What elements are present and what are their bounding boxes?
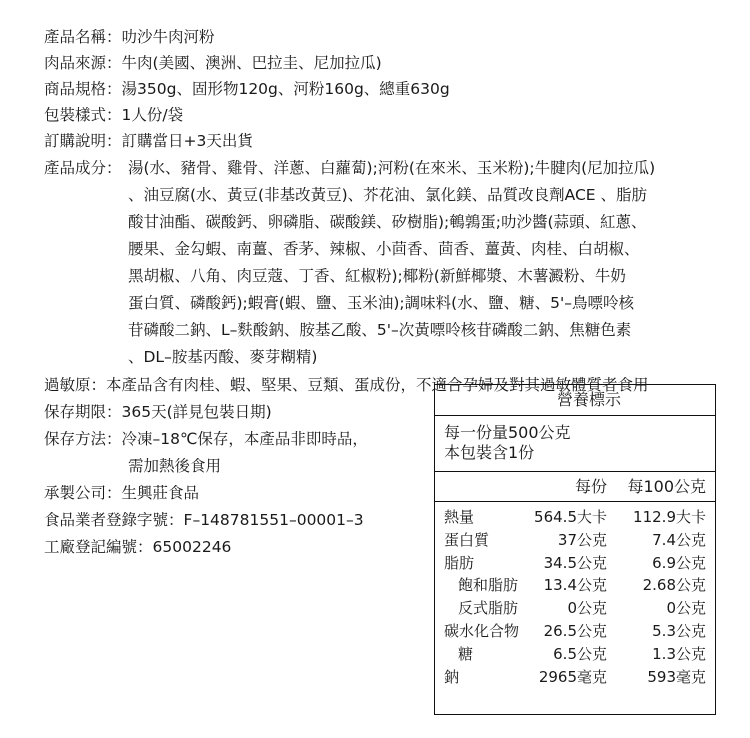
nutrient-per-100g: 2.68公克 — [642, 576, 706, 595]
nutrient-name: 糖 — [458, 644, 474, 663]
nutrient-per-100g: 7.4公克 — [652, 530, 706, 549]
info-value: 湯350g、固形物120g、河粉160g、總重630g — [121, 80, 450, 98]
nutrient-per-100g: 5.3公克 — [652, 622, 706, 640]
divider — [435, 471, 715, 472]
info-value: 65002246 — [152, 538, 232, 556]
nutrient-per-serving: 0公克 — [567, 599, 607, 618]
nutrition-row — [435, 666, 715, 688]
info-label: 包裝樣式 — [44, 106, 107, 124]
servings-per-package: 本包裝含1份 — [444, 443, 535, 462]
nutrition-row — [435, 620, 715, 642]
info-row-registration: 食品業者登錄字號：F–148781551–00001–3 — [44, 511, 364, 529]
nutrient-per-serving: 13.4公克 — [543, 576, 607, 595]
info-row-maker: 承製公司：生興莊食品 — [44, 484, 200, 502]
ingredients-line: 、DL–胺基丙酸、麥芽糊精) — [128, 348, 318, 366]
info-value: F–148781551–00001–3 — [183, 511, 364, 529]
info-value: 生興莊食品 — [121, 484, 200, 502]
nutrient-per-100g: 1.3公克 — [652, 644, 706, 663]
nutrient-per-serving: 34.5公克 — [543, 553, 607, 572]
info-label: 訂購說明 — [44, 132, 107, 150]
info-row-order-note: 訂購說明：訂購當日+3天出貨 — [44, 132, 253, 150]
nutrient-per-serving: 37公克 — [557, 530, 607, 549]
info-row-spec: 商品規格：湯350g、固形物120g、河粉160g、總重630g — [44, 80, 450, 98]
ingredients-label: 產品成分： — [44, 159, 122, 177]
info-value: 牛肉(美國、澳洲、巴拉圭、尼加拉瓜) — [121, 54, 382, 72]
nutrient-name: 反式脂肪 — [458, 599, 519, 618]
info-label: 產品名稱 — [44, 28, 107, 46]
nutrition-facts-table — [434, 384, 716, 715]
nutrition-row — [435, 597, 715, 619]
info-row-factory: 工廠登記編號：65002246 — [44, 538, 232, 556]
ingredients-line: 黑胡椒、八角、肉豆蔻、丁香、紅椒粉);椰粉(新鮮椰漿、木薯澱粉、牛奶 — [128, 267, 626, 285]
info-label: 承製公司 — [44, 484, 107, 502]
nutrient-name: 鈉 — [444, 667, 460, 686]
info-row-shelf-life: 保存期限：365天(詳見包裝日期) — [44, 403, 272, 421]
info-label: 保存方法 — [44, 430, 107, 448]
info-label: 商品規格 — [44, 80, 107, 98]
info-label: 過敏原 — [44, 376, 91, 394]
nutrient-name: 脂肪 — [444, 553, 475, 572]
info-value: 1人份/袋 — [121, 106, 184, 124]
nutrient-per-serving: 2965毫克 — [538, 667, 607, 686]
col-per-serving: 每份 — [574, 477, 607, 496]
ingredients-line: 蛋白質、磷酸鈣);蝦膏(蝦、鹽、玉米油);調味料(水、鹽、糖、5'–鳥嘌呤核 — [128, 294, 635, 312]
info-label: 肉品來源 — [44, 54, 107, 72]
info-label: 保存期限 — [44, 403, 107, 421]
info-row-package: 包裝樣式：1人份/袋 — [44, 106, 184, 124]
info-row-storage: 保存方法：冷凍–18℃保存，本產品非即時品， — [44, 430, 368, 448]
nutrient-name: 飽和脂肪 — [458, 576, 519, 595]
ingredients-line: 、油豆腐(水、黃豆(非基改黃豆)、芥花油、氯化鎂、品質改良劑ACE 、脂肪 — [128, 186, 648, 204]
nutrient-per-serving: 26.5公克 — [543, 622, 607, 640]
nutrient-per-serving: 564.5大卡 — [534, 508, 607, 526]
nutrient-per-100g: 0公克 — [666, 599, 706, 618]
nutrient-per-100g: 6.9公克 — [652, 553, 706, 572]
info-value: 叻沙牛肉河粉 — [121, 28, 215, 46]
nutrient-name: 熱量 — [444, 508, 475, 526]
nutrition-title: 營養標示 — [435, 385, 715, 416]
info-row-product-name: 產品名稱：叻沙牛肉河粉 — [44, 28, 215, 46]
info-row-allergen: 過敏原：本產品含有肉桂、蝦、堅果、豆類、蛋成份，不適合孕婦及對其過敏體質者食用 — [44, 376, 649, 394]
nutrition-row — [435, 552, 715, 574]
ingredients-line: 湯(水、豬骨、雞骨、洋蔥、白蘿蔔);河粉(在來米、玉米粉);牛腱肉(尼加拉瓜) — [128, 159, 656, 177]
ingredients-line: 腰果、金勾蝦、南薑、香茅、辣椒、小茴香、茴香、薑黃、肉桂、白胡椒、 — [128, 240, 640, 258]
nutrition-row — [435, 574, 715, 596]
nutrition-row — [435, 643, 715, 665]
storage-line-2: 需加熱後食用 — [128, 457, 222, 475]
ingredients-line: 苷磷酸二鈉、L–麩酸鈉、胺基乙酸、5'–次黃嘌呤核苷磷酸二鈉、焦糖色素 — [128, 321, 632, 339]
nutrient-per-100g: 112.9大卡 — [633, 508, 706, 526]
nutrient-per-100g: 593毫克 — [647, 667, 706, 686]
col-per-100g: 每100公克 — [627, 477, 706, 496]
nutrient-name: 碳水化合物 — [444, 622, 520, 640]
nutrition-row — [435, 506, 715, 528]
info-value: 訂購當日+3天出貨 — [121, 132, 253, 150]
info-label: 工廠登記編號 — [44, 538, 138, 556]
info-value: 365天(詳見包裝日期) — [121, 403, 272, 421]
nutrient-name: 蛋白質 — [444, 530, 490, 549]
info-row-meat-source: 肉品來源：牛肉(美國、澳洲、巴拉圭、尼加拉瓜) — [44, 54, 382, 72]
divider — [435, 501, 715, 502]
nutrient-per-serving: 6.5公克 — [553, 644, 607, 663]
ingredients-line: 酸甘油酯、碳酸鈣、卵磷脂、碳酸鎂、矽樹脂);鵪鶉蛋;叻沙醬(蒜頭、紅蔥、 — [128, 213, 647, 231]
info-value: 本產品含有肉桂、蝦、堅果、豆類、蛋成份，不適合孕婦及對其過敏體質者食用 — [106, 376, 649, 394]
nutrition-row — [435, 529, 715, 551]
info-label: 食品業者登錄字號 — [44, 511, 169, 529]
serving-size: 每一份量500公克 — [444, 423, 571, 442]
nutrition-header-row — [435, 476, 715, 498]
info-value: 冷凍–18℃保存，本產品非即時品， — [121, 430, 368, 448]
